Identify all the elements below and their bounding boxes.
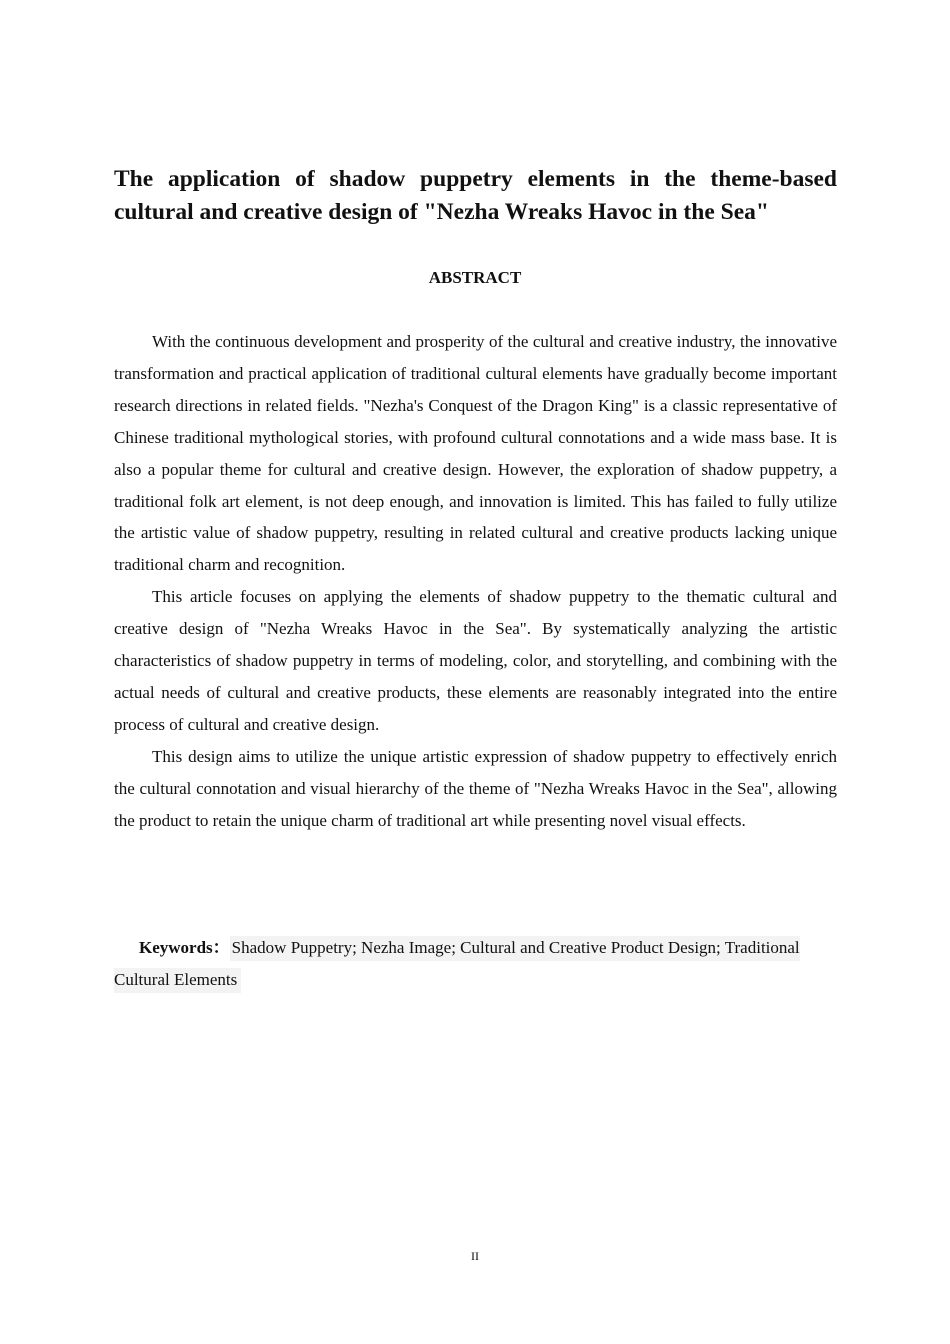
keywords-text: Shadow Puppetry; Nezha Image; Cultural and Creative Product Design; Traditional Cultural Elements (114, 936, 800, 993)
page-number: II (471, 1249, 479, 1263)
paper-title: The application of shadow puppetry elements in the theme-based cultural and creative design of "Nezha Wreaks Havoc in the Sea" (114, 166, 837, 225)
keywords-label: Keywords (139, 938, 213, 957)
keywords-separator: ： (212, 938, 230, 957)
abstract-paragraph-2: This article focuses on applying the elements of shadow puppetry to the thematic cultural and creative design of "Nezha Wreaks Havoc in the Sea". By systematically analyzing the artistic characteristics of shadow puppetry in terms of modeling, color, and storytelling, and combining with the actual needs of cultural and creative products, these elements are reasonably integrated into the entire process of cultural and creative design. (114, 587, 837, 734)
keywords-line (114, 932, 837, 996)
abstract-heading: ABSTRACT (428, 268, 522, 287)
abstract-paragraph-3: This design aims to utilize the unique artistic expression of shadow puppetry to effectively enrich the cultural connotation and visual hierarchy of the theme of "Nezha Wreaks Havoc in the Sea", allowing the product to retain the unique charm of traditional art while presenting novel visual effects. (114, 746, 837, 830)
abstract-body (114, 326, 837, 837)
abstract-paragraph-1: With the continuous development and prosperity of the cultural and creative industry, the innovative transformation and practical application of traditional cultural elements have gradually become important research directions in related fields. "Nezha's Conquest of the Dragon King" is a classic representative of Chinese traditional mythological stories, with profound cultural connotations and a wide mass base. It is also a popular theme for cultural and creative design. However, the exploration of shadow puppetry, a traditional folk art element, is not deep enough, and innovation is limited. This has failed to fully utilize the artistic value of shadow puppetry, resulting in related cultural and creative products lacking unique traditional charm and recognition. (114, 332, 837, 575)
